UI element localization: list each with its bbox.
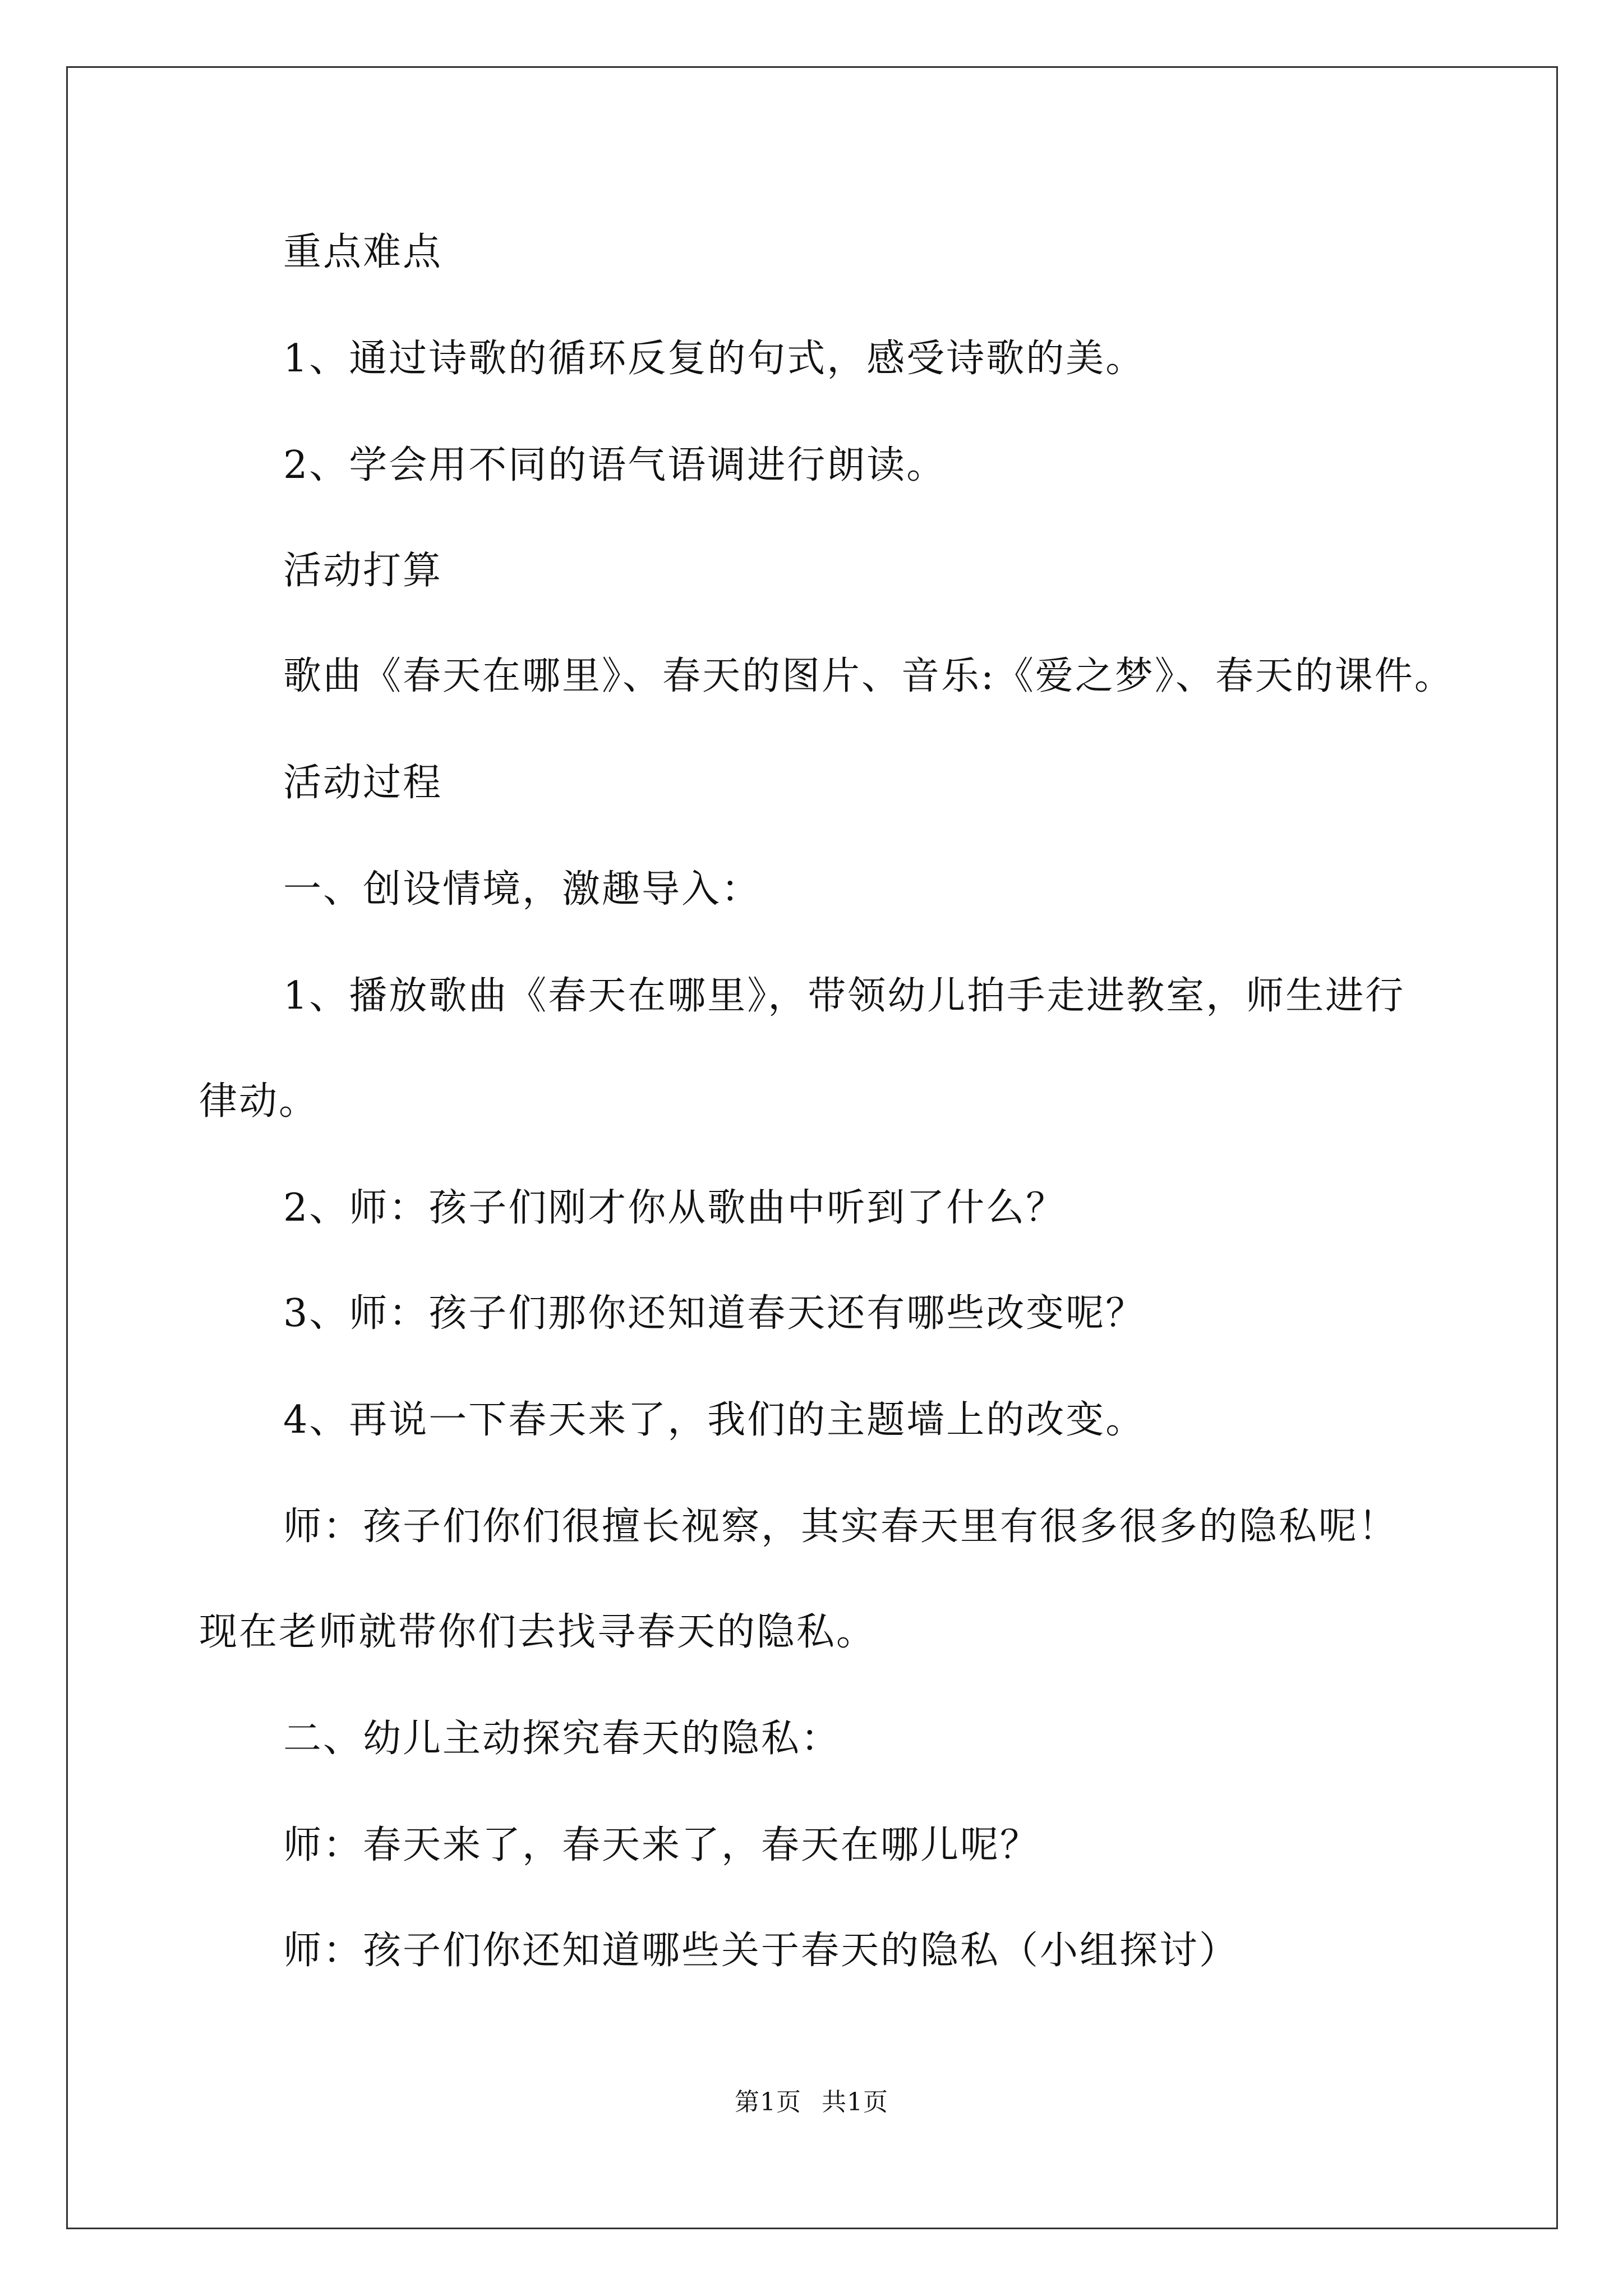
paragraph-step-4: 4、再说一下春天来了，我们的主题墙上的改变。: [283, 1398, 1146, 1442]
page-footer: [0, 2087, 1623, 2118]
paragraph-step-2: 2、师：孩子们刚才你从歌曲中听到了什么？: [283, 1186, 1066, 1230]
paragraph-teacher-1: 师：孩子们你们很擅长视察，其实春天里有很多很多的隐私呢！: [283, 1504, 1399, 1549]
page-frame: [66, 66, 1558, 2229]
paragraph-teacher-2: 师：春天来了，春天来了，春天在哪儿呢？: [283, 1823, 1040, 1867]
paragraph-step-3: 3、师：孩子们那你还知道春天还有哪些改变呢？: [283, 1291, 1146, 1336]
page-number: 第1页: [735, 2088, 801, 2116]
paragraph-materials: 歌曲《春天在哪里》、春天的图片、音乐:《爱之梦》、春天的课件。: [283, 654, 1454, 698]
paragraph-step-1: 1、播放歌曲《春天在哪里》，带领幼儿拍手走进教室，师生进行: [283, 974, 1405, 1018]
heading-process: 活动过程: [283, 761, 443, 805]
heading-key-points: 重点难点: [283, 230, 443, 274]
paragraph-teacher-3: 师：孩子们你还知道哪些关于春天的隐私（小组探讨）: [283, 1929, 1239, 1973]
paragraph-step-1-continued: 律动。: [199, 1079, 319, 1124]
page-total: 共1页: [822, 2088, 888, 2116]
section-heading-2: 二、幼儿主动探究春天的隐私：: [283, 1717, 841, 1761]
paragraph-point-2: 2、学会用不同的语气语调进行朗读。: [283, 443, 947, 487]
section-heading-1: 一、创设情境，激趣导入：: [283, 867, 762, 912]
heading-preparation: 活动打算: [283, 549, 443, 593]
paragraph-point-1: 1、通过诗歌的循环反复的句式，感受诗歌的美。: [283, 337, 1146, 381]
paragraph-teacher-1-continued: 现在老师就带你们去找寻春天的隐私。: [199, 1610, 877, 1654]
